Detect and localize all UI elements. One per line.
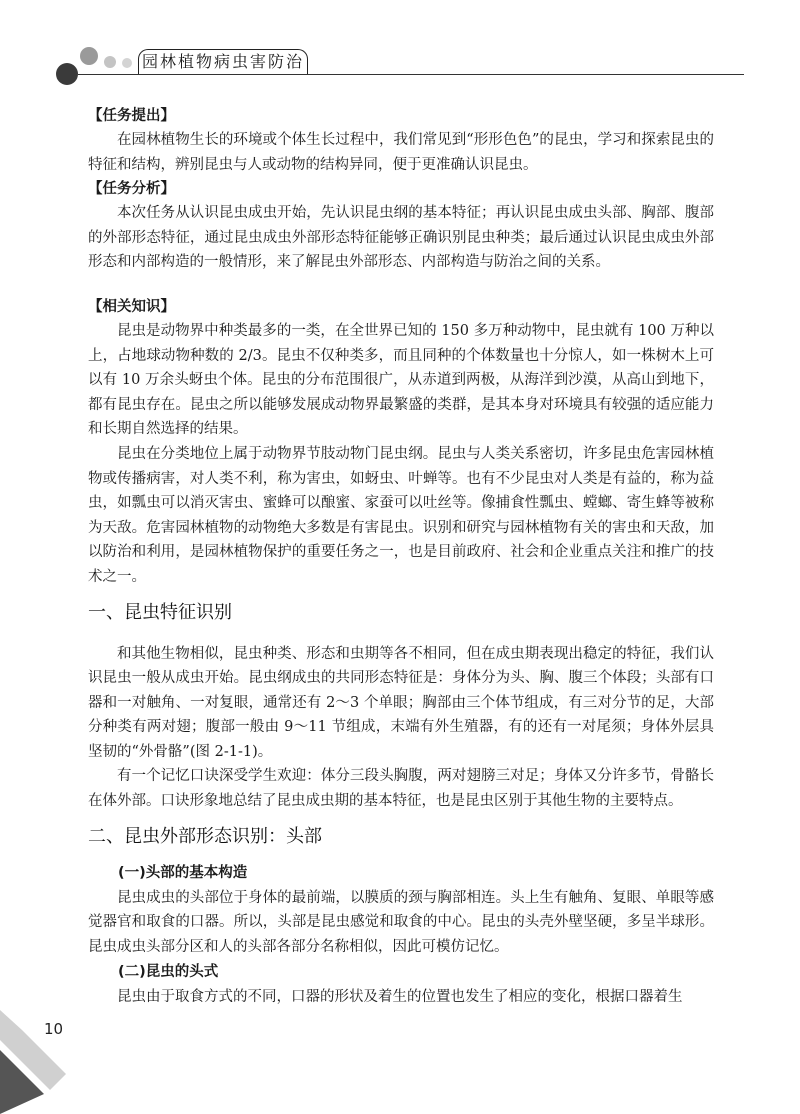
task-raised-tag: 【任务提出】 xyxy=(88,108,175,124)
page-number: 10 xyxy=(44,1020,64,1038)
related-knowledge-tag: 【相关知识】 xyxy=(88,298,175,315)
decorative-dot xyxy=(104,56,116,68)
subsection-heading: (一)头部的基本构造 xyxy=(118,864,248,881)
section-paragraph: 有一个记忆口诀深受学生欢迎：体分三段头胸腹，两对翅膀三对足；身体又分许多节，骨骼长在体外部。口诀形象地总结了昆虫成虫期的基本特征，也是昆虫区别于其他生物的主要特点。 xyxy=(88,768,714,810)
related-paragraph: 昆虫是动物界中种类最多的一类，在全世界已知的 150 多万种动物中，昆虫就有 100 万种以上，占地球动物种数的 2/3。昆虫不仅种类多，而且同种的个体数量也十分惊人，如一株树木上可以有 10 万余头蚜虫个体。昆虫的分布范围很广，从赤道到两极，从海洋到沙漠，从高山到地下，都有昆虫存在。昆虫之所以能够发展成动物界最繁盛的类群，是其本身对环境具有较强的适应能力和长期自然选择的结果。 xyxy=(88,322,714,438)
header-rule xyxy=(78,74,744,75)
section-paragraph: 昆虫成虫的头部位于身体的最前端，以膜质的颈与胸部相连。头上生有触角、复眼、单眼等感觉器官和取食的口器。所以，头部是昆虫感觉和取食的中心。昆虫的头壳外壁坚硬，多呈半球形。昆虫成虫头部分区和人的头部各部分名称相似，因此可模仿记忆。 xyxy=(88,889,714,955)
task-analysis-tag: 【任务分析】 xyxy=(88,181,175,198)
page-content xyxy=(88,104,714,1010)
corner-decoration xyxy=(0,1010,80,1114)
section-heading: 二、昆虫外部形态识别：头部 xyxy=(88,825,322,847)
task-analysis-text: 本次任务从认识昆虫成虫开始，先认识昆虫纲的基本特征；再认识昆虫成虫头部、胸部、腹部的外部形态特征，通过昆虫成虫外部形态特征能够正确识别昆虫种类；最后通过认识昆虫成虫外部形态和内部构造的一般情形，来了解昆虫外部形态、内部构造与防治之间的关系。 xyxy=(88,205,714,271)
book-title: 园林植物病虫害防治 xyxy=(138,49,308,74)
decorative-dot xyxy=(122,58,132,68)
section-heading: 一、昆虫特征识别 xyxy=(88,601,232,623)
section-paragraph: 昆虫由于取食方式的不同，口器的形状及着生的位置也发生了相应的变化，根据口器着生 xyxy=(117,989,683,1006)
decorative-dot xyxy=(56,63,78,85)
related-paragraph: 昆虫在分类地位上属于动物界节肢动物门昆虫纲。昆虫与人类关系密切，许多昆虫危害园林植物或传播病害，对人类不利，称为害虫，如蚜虫、叶蝉等。也有不少昆虫对人类是有益的，称为益虫，如瓢虫可以消灭害虫、蜜蜂可以酿蜜、家蚕可以吐丝等。像捕食性瓢虫、螳螂、寄生蜂等被称为天敌。危害园林植物的动物绝大多数是有害昆虫。识别和研究与园林植物有关的害虫和天敌，加以防治和利用，是园林植物保护的重要任务之一，也是目前政府、社会和企业重点关注和推广的技术之一。 xyxy=(88,445,714,585)
page-header xyxy=(0,0,800,100)
task-raised-text: 在园林植物生长的环境或个体生长过程中，我们常见到“形形色色”的昆虫，学习和探索昆虫的特征和结构，辨别昆虫与人或动物的结构异同，便于更准确认识昆虫。 xyxy=(88,132,714,173)
section-paragraph: 和其他生物相似，昆虫种类、形态和虫期等各不相同，但在成虫期表现出稳定的特征，我们认识昆虫一般从成虫开始。昆虫纲成虫的共同形态特征是：身体分为头、胸、腹三个体段；头部有口器和一对触角、一对复眼，通常还有 2～3 个单眼；胸部由三个体节组成，有三对分节的足，大部分种类有两对翅；腹部一般由 9～11 节组成，末端有外生殖器，有的还有一对尾须；身体外层具坚韧的“外骨骼”(图 2-1-1)。 xyxy=(88,645,714,760)
decorative-dot xyxy=(80,47,98,65)
subsection-heading: (二)昆虫的头式 xyxy=(118,964,219,981)
